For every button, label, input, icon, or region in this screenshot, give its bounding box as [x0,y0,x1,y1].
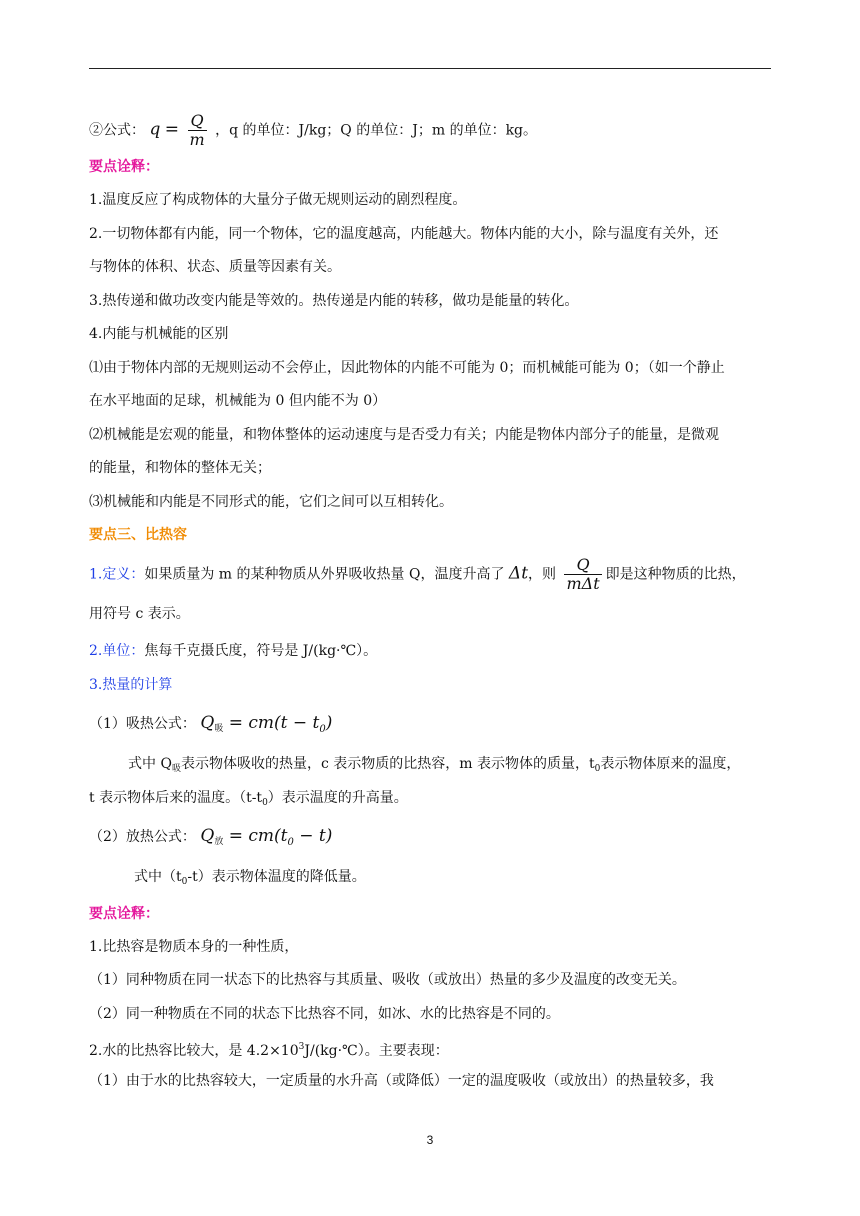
release-q-subscript: 放 [214,837,224,847]
release-explain [134,867,366,892]
key-point-4: 4.内能与机械能的区别 [89,326,229,342]
formula-units: ，q 的单位：J/kg；Q 的单位：J；m 的单位：kg。 [215,122,538,139]
key-points-heading-2: 要点诠释： [89,906,159,922]
key-point-4-3: ⑶机械能和内能是不同形式的能，它们之间可以互相转化。 [89,494,453,510]
key-point-4-1a: ⑴由于物体内部的无规则运动不会停止，因此物体的内能不可能为 0；而机械能可能为 0；（如一个静止 [89,360,725,376]
definition-line [89,556,746,593]
absorb-formula-line [89,713,332,740]
unit-line [89,641,377,661]
formula-prefix: ②公式： [89,122,145,139]
key-point-4-2a: ⑵机械能是宏观的能量，和物体整体的运动速度与是否受力有关；内能是物体内部分子的能量，是微观 [89,427,719,443]
absorb-rhs-subscript: 0 [319,724,326,735]
absorb-explain-sub: 吸 [171,764,181,774]
release-formula-prefix: （2）放热公式： [89,829,196,845]
key-point-2-1-2: （2）同一种物质在不同的状态下比热容不同，如冰、水的比热容是不同的。 [89,1006,560,1022]
absorb-explain-line2-a: t 表示物体后来的温度。（t-t [89,790,263,806]
absorb-explain-1 [128,754,740,779]
header-rule [89,68,771,69]
page-number: 3 [426,1133,434,1147]
formula-q-fraction [188,112,207,149]
water-heat-b: J/(kg·℃）。主要表现： [304,1043,449,1059]
release-explain-a: 式中（t [134,869,182,885]
section-heading-specific-heat: 要点三、比热容 [89,527,187,543]
release-rhs-subscript: 0 [287,837,294,848]
release-q: Q [200,826,215,846]
absorb-explain-line2-sub: 0 [262,798,268,808]
absorb-formula-prefix: （1）吸热公式： [89,716,196,732]
absorb-explain-sub2: 0 [594,764,601,774]
key-point-1: 1.温度反应了构成物体的大量分子做无规则运动的剧烈程度。 [89,192,467,208]
fraction-numerator: Q [188,112,207,131]
absorb-explain-2 [89,788,408,813]
definition-line-2: 用符号 c 表示。 [89,606,190,622]
release-explain-b: -t）表示物体温度的降低量。 [187,869,366,885]
formula-q-line [89,112,537,149]
fraction-denominator: mΔt [566,574,600,593]
absorb-explain-b: 表示物体吸收的热量，c 表示物质的比热容，m 表示物体的质量，t [180,756,595,772]
absorb-rhs-b: ) [325,713,333,733]
release-explain-sub: 0 [181,877,188,887]
absorb-q: Q [200,713,215,733]
definition-label: 1.定义： [89,566,145,583]
key-point-2-2 [89,1037,449,1061]
water-heat-a: 2.水的比热容比较大，是 4.2×10 [89,1043,299,1059]
release-rhs-a: = cm(t [223,826,288,846]
absorb-explain-c: 表示物体原来的温度， [600,756,741,772]
definition-text-c: 即是这种物质的比热， [605,566,746,583]
specific-heat-fraction [564,556,601,593]
key-point-2-1-1: （1）同种物质在同一状态下的比热容与其质量、吸收（或放出）热量的多少及温度的改变无关。 [89,972,686,988]
key-point-4-2b: 的能量，和物体的整体无关； [89,460,271,476]
fraction-denominator: m [189,130,205,149]
key-point-2a: 2.一切物体都有内能，同一个物体，它的温度越高，内能越大。物体内能的大小，除与温度有关外，还 [89,226,719,242]
key-point-2b: 与物体的体积、状态、质量等因素有关。 [89,259,341,275]
absorb-explain-a: 式中 Q [128,756,172,772]
key-point-3: 3.热传递和做功改变内能是等效的。热传递是内能的转移，做功是能量的转化。 [89,293,579,309]
key-points-heading-1: 要点诠释： [89,159,159,175]
unit-text: 焦每千克摄氏度，符号是 J/(kg·℃）。 [144,643,378,659]
key-point-2-1: 1.比热容是物质本身的一种性质， [89,939,299,955]
release-rhs-b: − t) [293,826,333,846]
key-point-2-2-1: （1）由于水的比热容较大，一定质量的水升高（或降低）一定的温度吸收（或放出）的热量较多，我 [89,1073,714,1089]
key-point-4-1b: 在水平地面的足球，机械能为 0 但内能不为 0） [89,393,387,409]
definition-text-a: 如果质量为 m 的某种物质从外界吸收热量 Q，温度升高了 [144,566,505,583]
formula-equals: = [164,119,180,140]
fraction-numerator: Q [564,556,601,575]
delta-t: Δt [508,563,529,584]
formula-q-lhs: q [149,119,161,140]
absorb-rhs-a: = cm(t − t [223,713,320,733]
heat-calc-heading: 3.热量的计算 [89,677,173,693]
absorb-q-subscript: 吸 [214,724,224,734]
definition-text-b: ，则 [528,566,557,583]
absorb-explain-line2-b: ）表示温度的升高量。 [267,790,408,806]
water-heat-exponent: 3 [298,1042,305,1052]
release-formula-line [89,826,332,853]
unit-label: 2.单位： [89,643,145,659]
